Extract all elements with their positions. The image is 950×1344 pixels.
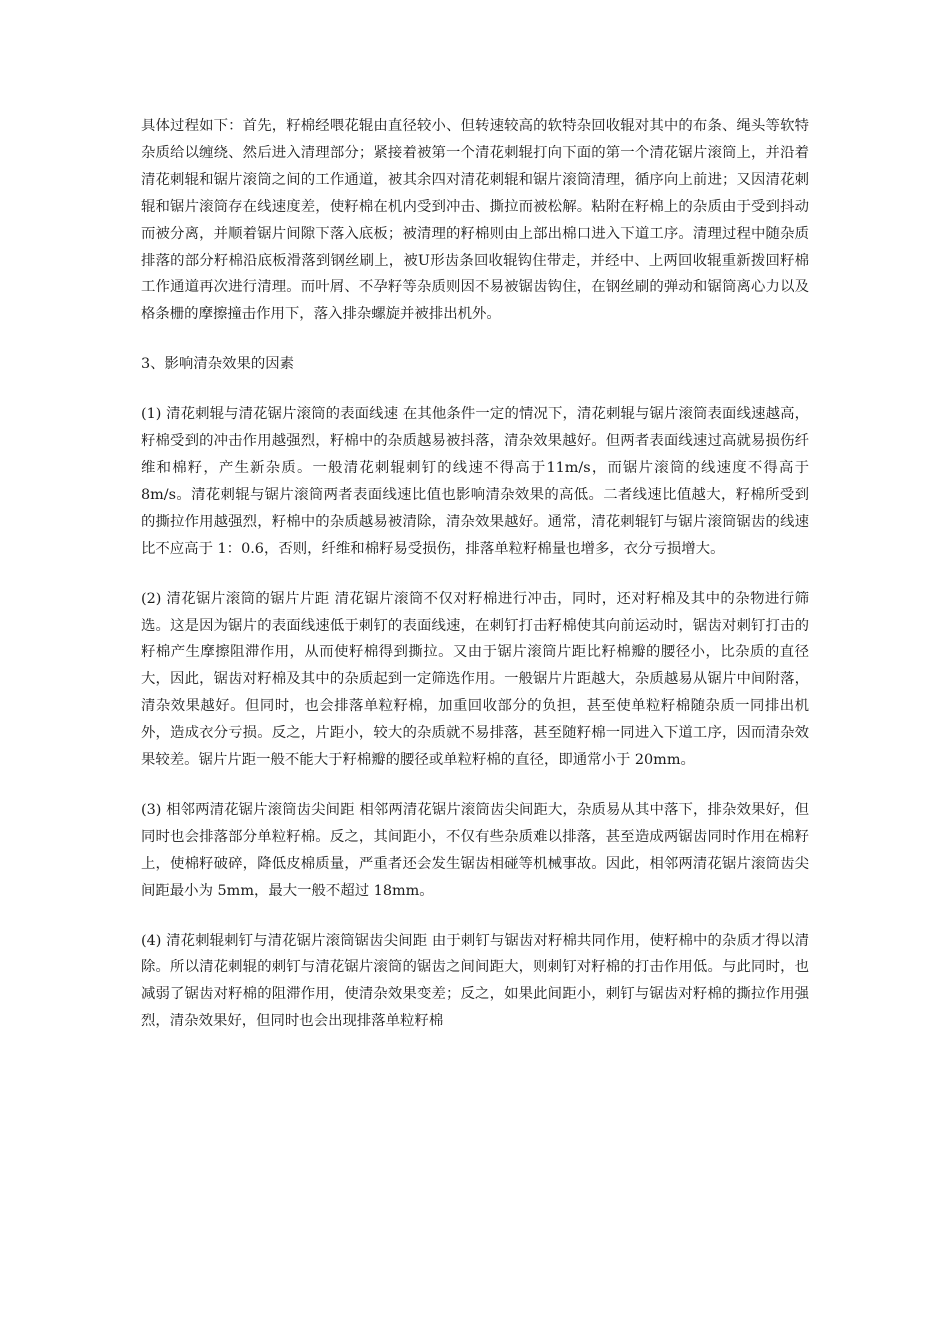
section-heading: 3、影响清杂效果的因素 xyxy=(141,356,295,373)
paragraph-gap xyxy=(141,378,809,401)
factor-paragraph-4: (4) 清花刺辊刺钉与清花锯片滚筒锯齿尖间距 由于刺钉与锯齿对籽棉共同作用，使籽棉中的杂质才得以清除。所以清花刺辊的刺钉与清花锯片滚筒的锯齿之间间距大，则刺钉对籽棉的打击作用低。与此同时，也减弱了锯齿对籽棉的阻滞作用，使清杂效果变差；反之，如果此间距小，刺钉与锯齿对籽棉的撕拉作用强烈，清杂效果好，但同时也会出现排落单粒籽棉 xyxy=(141,932,809,1030)
factor-paragraph-3: (3) 相邻两清花锯片滚筒齿尖间距 相邻两清花锯片滚筒齿尖间距大，杂质易从其中落下，排杂效果好，但同时也会排落部分单粒籽棉。反之，其间距小，不仅有些杂质难以排落，甚至造成两锯齿同时作用在棉籽上，使棉籽破碎，降低皮棉质量，严重者还会发生锯齿相碰等机械事故。因此，相邻两清花锯片滚筒齿尖间距最小为 5mm，最大一般不超过 18mm。 xyxy=(141,801,809,899)
factor-paragraph-1: (1) 清花刺辊与清花锯片滚筒的表面线速 在其他条件一定的情况下，清花刺辊与锯片滚筒表面线速越高，籽棉受到的冲击作用越强烈，籽棉中的杂质越易被抖落，清杂效果越好。但两者表面线速过高就易损伤纤维和棉籽，产生新杂质。一般清花刺辊刺钉的线速不得高于11m/s，而锯片滚筒的线速度不得高于 8m/s。清花刺辊与锯片滚筒两者表面线速比值也影响清杂效果的高低。二者线速比值越大，籽棉所受到的撕拉作用越强烈，籽棉中的杂质越易被清除，清杂效果越好。通常，清花刺辊钉与锯片滚筒锯齿的线速比不应高于 1：0.6，否则，纤维和棉籽易受损伤，排落单粒籽棉量也增多，衣分亏损增大。 xyxy=(141,406,809,557)
intro-paragraph: 具体过程如下：首先，籽棉经喂花辊由直径较小、但转速较高的软特杂回收辊对其中的布条、绳头等软特杂质给以缠绕、然后进入清理部分；紧接着被第一个清花刺辊打向下面的第一个清花锯片滚筒上，并沿着清花刺辊和锯片滚筒之间的工作通道，被其余四对清花刺辊和锯片滚筒清理，循序向上前进；又因清花刺辊和锯片滚筒存在线速度差，使籽棉在机内受到冲击、撕拉而被松解。粘附在籽棉上的杂质由于受到抖动而被分离，并顺着锯片间隙下落入底板；被清理的籽棉则由上部出棉口进入下道工序。清理过程中随杂质排落的部分籽棉沿底板滑落到钢丝刷上，被U形齿条回收辊钩住带走，并经中、上两回收辊重新拨回籽棉工作通道再次进行清理。而叶屑、不孕籽等杂质则因不易被锯齿钩住，在钢丝刷的弹动和锯筒离心力以及格条栅的摩擦撞击作用下，落入排杂螺旋并被排出机外。 xyxy=(141,118,809,323)
factor-paragraph-2: (2) 清花锯片滚筒的锯片片距 清花锯片滚筒不仅对籽棉进行冲击，同时，还对籽棉及其中的杂物进行筛选。这是因为锯片的表面线速低于刺钉的表面线速，在刺钉打击籽棉使其向前运动时，锯齿对刺钉打击的籽棉产生摩擦阻滞作用，从而使籽棉得到撕拉。又由于锯片滚筒片距比籽棉瓣的腰径小，比杂质的直径大，因此，锯齿对籽棉及其中的杂质起到一定筛选作用。一般锯片片距越大，杂质越易从锯片中间附落，清杂效果越好。但同时，也会排落单粒籽棉，加重回收部分的负担，甚至使单粒籽棉随杂质一同排出机外，造成衣分亏损。反之，片距小，较大的杂质就不易排落，甚至随籽棉一同进入下道工序，因而清杂效果较差。锯片片距一般不能大于籽棉瓣的腰径或单粒籽棉的直径，即通常小于 20mm。 xyxy=(141,590,809,769)
paragraph-gap xyxy=(141,774,809,797)
document-body xyxy=(141,113,809,1035)
paragraph-gap xyxy=(141,328,809,351)
paragraph-gap xyxy=(141,563,809,586)
paragraph-gap xyxy=(141,905,809,928)
